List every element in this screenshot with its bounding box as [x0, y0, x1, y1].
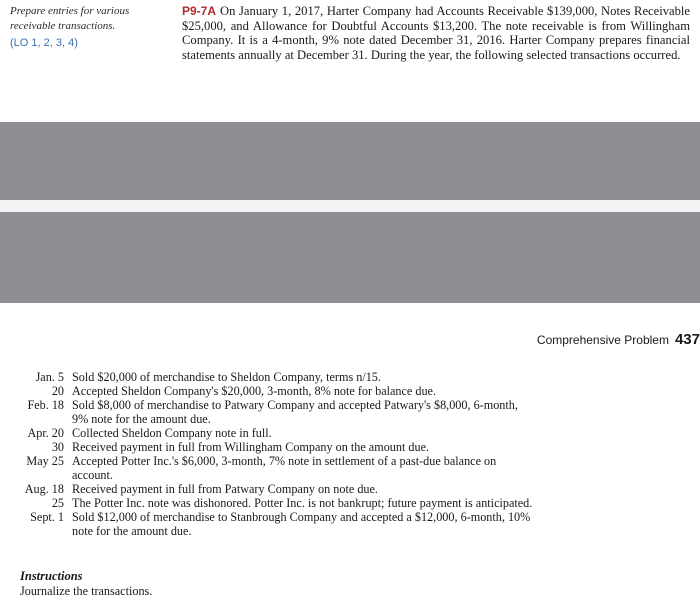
- transaction-row: [14, 496, 534, 510]
- transaction-date: Jan. 5: [35, 370, 64, 384]
- instructions-heading: Instructions: [20, 569, 83, 583]
- transaction-row: [14, 398, 534, 426]
- section-title: Comprehensive Problem: [536, 333, 669, 347]
- transaction-description: Sold $8,000 of merchandise to Patwary Company and accepted Patwary's $8,000, 6-month, 9% note for the amount due.: [72, 398, 518, 426]
- transaction-description: Accepted Sheldon Company's $20,000, 3-month, 8% note for balance due.: [72, 384, 437, 398]
- page-number: 437: [674, 331, 700, 348]
- bottom-page-section: [0, 303, 700, 613]
- transaction-row: [14, 426, 534, 440]
- transaction-description: Received payment in full from Patwary Company on note due.: [72, 482, 378, 496]
- transaction-description: Sold $20,000 of merchandise to Sheldon Company, terms n/15.: [72, 370, 381, 384]
- learning-objectives: (LO 1, 2, 3, 4): [10, 37, 78, 49]
- problem-statement: [182, 4, 690, 62]
- transaction-date: May 25: [26, 454, 64, 468]
- problem-id: P9-7A: [182, 4, 217, 18]
- transaction-date: Apr. 20: [27, 426, 64, 440]
- page-gap-band: [0, 122, 700, 200]
- transaction-description: Collected Sheldon Company note in full.: [72, 426, 272, 440]
- margin-note: Prepare entries for various receivable transactions.: [10, 5, 130, 32]
- transaction-date: Aug. 18: [24, 482, 64, 496]
- transaction-date: 25: [51, 496, 64, 510]
- instructions-text: Journalize the transactions.: [20, 584, 153, 598]
- problem-text: On January 1, 2017, Harter Company had Accounts Receivable $139,000, Notes Receivable $25,000, and Allowance for Doubtful Accounts $13,200. The note receivable is from Willingham Company. It is a 4-month, 9% note dated December 31, 2016. Harter Company prepares financial statements annually at December 31. During the year, the following selected transactions occurred.: [182, 4, 690, 62]
- transaction-description: The Potter Inc. note was dishonored. Potter Inc. is not bankrupt; future payment is anticipated.: [72, 496, 533, 510]
- transaction-description: Sold $12,000 of merchandise to Stanbrough Company and accepted a $12,000, 6-month, 10% note for the amount due.: [72, 510, 531, 538]
- transaction-date: 30: [51, 440, 64, 454]
- transaction-list: [14, 370, 534, 538]
- transaction-description: Accepted Potter Inc.'s $6,000, 3-month, 7% note in settlement of a past-due balance on account.: [72, 454, 497, 482]
- running-header: [537, 331, 700, 348]
- page-separator: [0, 200, 700, 212]
- transaction-date: 20: [51, 384, 64, 398]
- transaction-date: Sept. 1: [30, 510, 64, 524]
- transaction-row: [14, 454, 534, 482]
- transaction-row: [14, 440, 534, 454]
- top-page-section: [0, 0, 700, 122]
- transaction-row: [14, 510, 534, 538]
- page-gap-band-lower: [0, 212, 700, 303]
- transaction-row: [14, 482, 534, 496]
- transaction-description: Received payment in full from Willingham Company on the amount due.: [72, 440, 430, 454]
- transaction-date: Feb. 18: [27, 398, 64, 412]
- transaction-row: [14, 370, 534, 384]
- transaction-row: [14, 384, 534, 398]
